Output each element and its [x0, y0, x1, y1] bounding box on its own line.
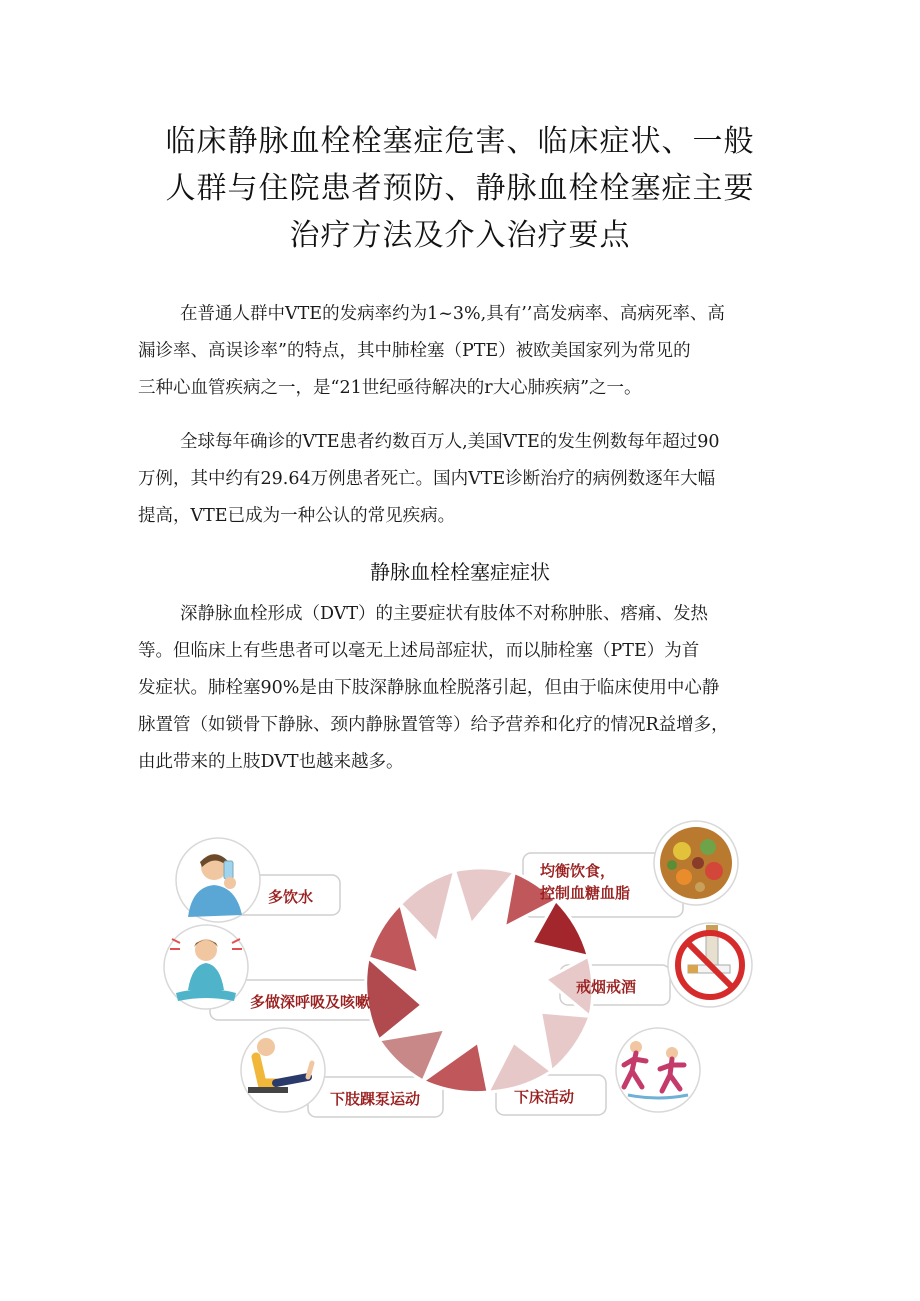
text-line: 由此带来的上肢DVT也越来越多。: [138, 752, 404, 772]
ring-segment: [541, 1012, 590, 1071]
text-line: 在普通人群中VTE的发病率约为1~3%,具有’’高发病率、高病死率、高: [180, 304, 725, 324]
label-deep-breath-cough: 多做深呼吸及咳嗽: [250, 993, 371, 1011]
label-balanced-diet: [540, 860, 630, 904]
text-line: 全球每年确诊的VTE患者约数百万人,美国VTE的发生例数每年超过90: [180, 432, 720, 452]
text-line: 三种心血管疾病之一，是“21世纪亟待解决的r大心肺疾病”之一。: [138, 378, 642, 398]
ring-center: [428, 943, 528, 1043]
intro-paragraph-2: [138, 424, 788, 535]
healthy-food-icon: [654, 821, 738, 905]
title-line-1: 临床静脉血栓栓塞症危害、临床症状、一般: [165, 124, 755, 159]
label-balanced-diet-line-1: 均衡饮食，: [540, 862, 616, 880]
text-line: 漏诊率、高误诊率”的特点，其中肺栓塞（PTE）被欧美国家列为常见的: [138, 341, 691, 361]
label-ankle-pump: 下肢踝泵运动: [330, 1090, 421, 1108]
symptoms-paragraph: [138, 596, 788, 781]
drinking-water-icon: [176, 838, 260, 922]
document-title: [100, 118, 820, 259]
label-get-out-of-bed: 下床活动: [514, 1088, 575, 1106]
section-heading: 静脉血栓栓塞症症状: [370, 560, 550, 584]
intro-paragraph-1: [138, 296, 788, 407]
label-no-smoking-drinking: 戒烟戒酒: [576, 978, 637, 996]
text-line: 万例，其中约有29.64万例患者死亡。国内VTE诊断治疗的病例数逐年大幅: [138, 469, 716, 489]
title-line-3: 治疗方法及介入治疗要点: [289, 218, 631, 253]
text-line: 脉置管（如锁骨下静脉、颈内静脉置管等）给予营养和化疗的情况R益增多，: [138, 715, 729, 735]
prevention-infographic: [158, 815, 763, 1120]
deep-breathing-icon: [164, 925, 248, 1009]
label-balanced-diet-line-2: 控制血糖血脂: [540, 884, 631, 902]
text-line: 发症状。肺栓塞90%是由下肢深静脉血栓脱落引起，但由于临床使用中心静: [138, 678, 720, 698]
text-line: 提高，VTE已成为一种公认的常见疾病。: [138, 506, 456, 526]
text-line: 等。但临床上有些患者可以毫无上述局部症状，而以肺栓塞（PTE）为首: [138, 641, 700, 661]
walking-activity-icon: [616, 1028, 700, 1112]
title-line-2: 人群与住院患者预防、静脉血栓栓塞症主要: [165, 171, 755, 206]
ankle-pump-icon: [241, 1028, 325, 1112]
text-line: 深静脉血栓形成（DVT）的主要症状有肢体不对称肿胀、瘩痛、发热: [180, 604, 709, 624]
label-drink-water: 多饮水: [268, 888, 314, 906]
infographic-graphic: [158, 815, 763, 1120]
no-smoking-drinking-icon: [668, 923, 752, 1007]
